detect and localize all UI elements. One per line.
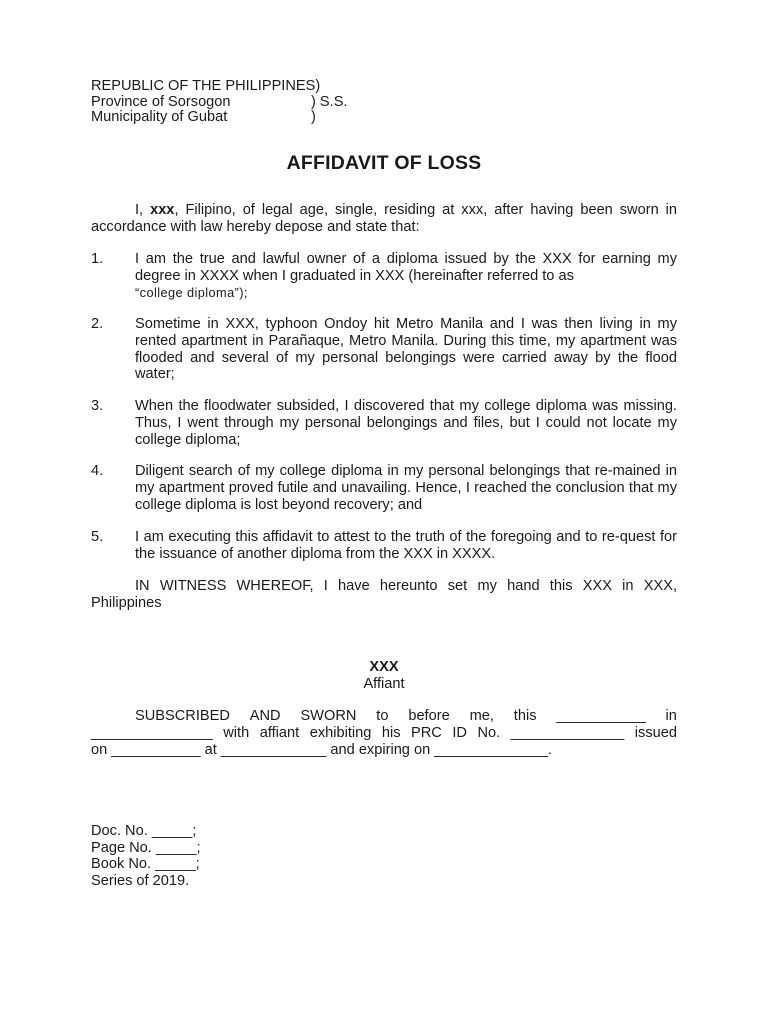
caption-province: Province of Sorsogon [91,94,231,110]
item-text: Diligent search of my college diploma in my personal belongings that re-mained in my apartment proved futile and unavailing. Hence, I reached the conclusion that my college diploma is lost beyond recovery; and [135,463,677,513]
caption-municipality: Municipality of Gubat [91,109,228,125]
item-text-tail: “college diploma”); [135,284,248,300]
list-item [91,529,677,563]
affiant-label: Affiant [363,676,405,692]
item-text: I am executing this affidavit to attest to the truth of the foregoing and to re-quest for the issuance of another diploma from the XXX in XXXX. [135,529,677,562]
caption-ss: ) S.S. [311,94,348,110]
document-title: AFFIDAVIT OF LOSS [286,152,482,174]
jurat-line-3: on ___________ at _____________ and expiring on ______________. [91,741,552,758]
list-item [91,398,677,448]
item-text: Sometime in XXX, typhoon Ondoy hit Metro Manila and I was then living in my rented apartment in Parañaque, Metro Manila. During this time, my apartment was flooded and several of my personal belongings were carried away by the flood water; [135,316,677,383]
book-number: Book No. _____; [91,856,200,872]
intro-name: xxx [150,202,175,218]
series-year: Series of 2019. [91,873,190,889]
intro-paragraph [91,202,677,236]
jurat-block [91,708,677,758]
jurat-line-1: SUBSCRIBED AND SWORN to before me, this ___________ in [135,708,677,724]
caption-bracket: ) [311,109,316,125]
item-number: 5. [91,529,104,545]
doc-number: Doc. No. _____; [91,823,197,839]
witness-paragraph: IN WITNESS WHEREOF, I have hereunto set my hand this XXX in XXX, Philippines [91,578,677,611]
item-number: 3. [91,398,104,414]
page-number: Page No. _____; [91,840,201,856]
jurat-line-2: _______________ with affiant exhibiting his PRC ID No. ______________ issued [91,724,677,741]
list-item [91,316,677,383]
list-item [91,251,677,301]
item-number: 2. [91,316,104,332]
item-number: 4. [91,463,104,479]
caption-republic: REPUBLIC OF THE PHILIPPINES) [91,78,321,94]
item-text: When the floodwater subsided, I discovered that my college diploma was missing. Thus, I went through my personal belongings and files, but I could not locate my college diploma; [135,398,677,448]
intro-prefix: I, [135,202,151,218]
item-text: I am the true and lawful owner of a diploma issued by the XXX for earning my degree in XXXX when I graduated in XXX (hereinafter referred to as “college diploma”); [135,251,677,300]
list-item [91,463,677,513]
affiant-name: XXX [369,659,399,675]
intro-rest: , Filipino, of legal age, single, residing at xxx, after having been sworn in accordance with law hereby depose and state that: [91,202,678,235]
item-number: 1. [91,251,104,267]
